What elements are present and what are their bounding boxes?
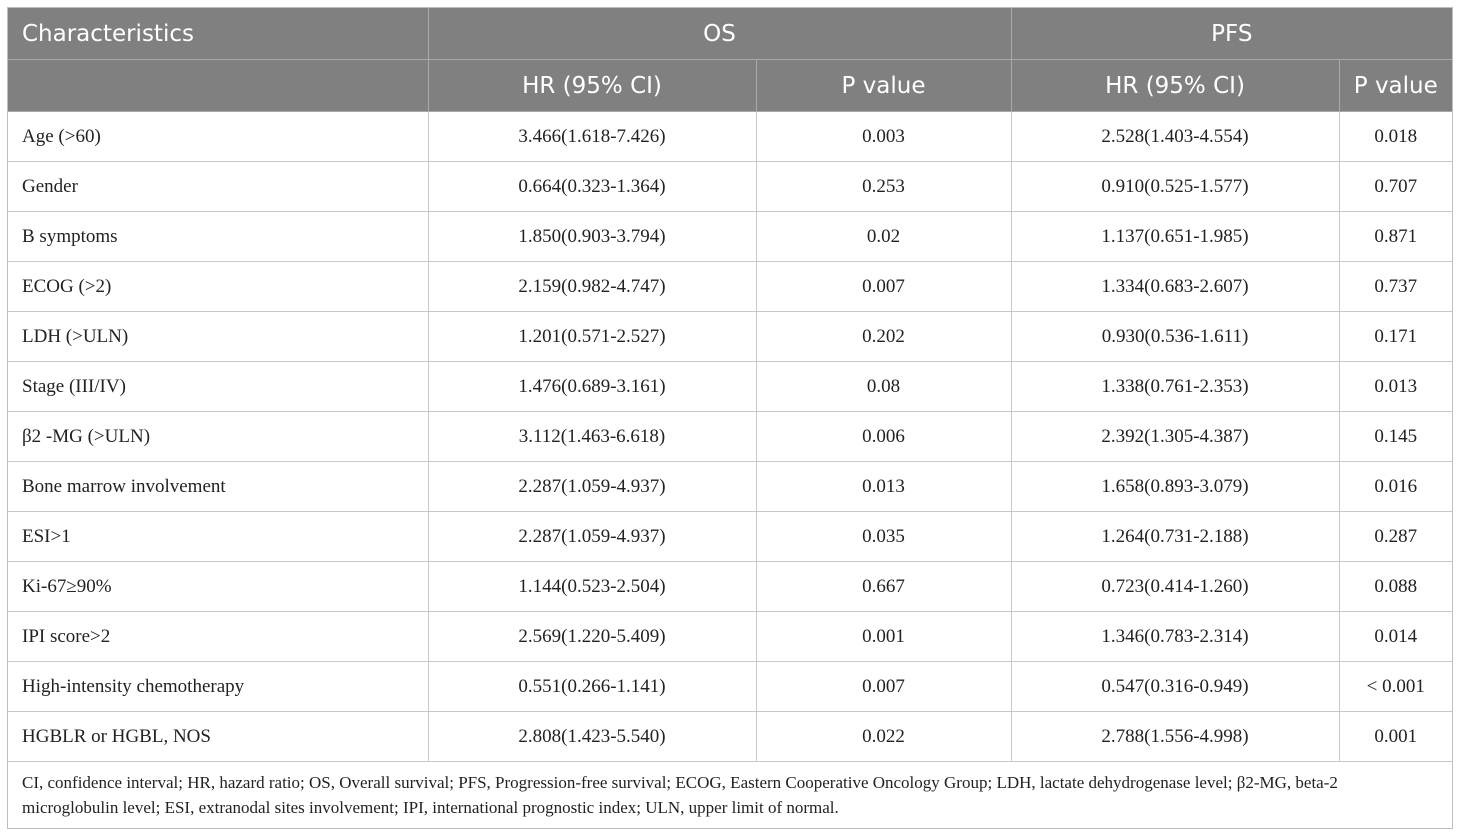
cell-pfs-p: 0.013 <box>1339 362 1452 412</box>
table-row <box>8 212 1452 262</box>
cell-pfs-p: 0.018 <box>1339 112 1452 162</box>
cell-characteristic: Gender <box>8 162 428 212</box>
cell-pfs-hr: 2.788(1.556-4.998) <box>1011 712 1339 762</box>
cell-os-p: 0.001 <box>756 612 1011 662</box>
cell-pfs-hr: 2.392(1.305-4.387) <box>1011 412 1339 462</box>
cell-pfs-p: 0.145 <box>1339 412 1452 462</box>
cell-os-p: 0.253 <box>756 162 1011 212</box>
cell-pfs-p: 0.287 <box>1339 512 1452 562</box>
table-header <box>8 8 1452 112</box>
cell-characteristic: B symptoms <box>8 212 428 262</box>
table-row <box>8 362 1452 412</box>
header-characteristics: Characteristics <box>8 8 428 60</box>
cell-pfs-p: < 0.001 <box>1339 662 1452 712</box>
header-pfs: PFS <box>1011 8 1452 60</box>
cell-pfs-p: 0.737 <box>1339 262 1452 312</box>
cell-os-hr: 3.112(1.463-6.618) <box>428 412 756 462</box>
table-row <box>8 562 1452 612</box>
cell-pfs-p: 0.707 <box>1339 162 1452 212</box>
cell-os-hr: 0.664(0.323-1.364) <box>428 162 756 212</box>
survival-table <box>8 8 1452 762</box>
cell-characteristic: Ki-67≥90% <box>8 562 428 612</box>
header-os-p: P value <box>756 60 1011 112</box>
table-row <box>8 112 1452 162</box>
header-pfs-hr: HR (95% CI) <box>1011 60 1339 112</box>
table-footnote: CI, confidence interval; HR, hazard ratio; OS, Overall survival; PFS, Progression-free survival; ECOG, Eastern Cooperative Oncology Group; LDH, lactate dehydrogenase level; β2-MG, beta-2 microglobulin level; ESI, extranodal sites involvement; IPI, international prognostic index; ULN, upper limit of normal. <box>22 773 1338 817</box>
cell-os-hr: 2.287(1.059-4.937) <box>428 512 756 562</box>
cell-os-hr: 0.551(0.266-1.141) <box>428 662 756 712</box>
cell-pfs-p: 0.016 <box>1339 462 1452 512</box>
cell-pfs-hr: 0.723(0.414-1.260) <box>1011 562 1339 612</box>
cell-os-p: 0.003 <box>756 112 1011 162</box>
cell-pfs-hr: 1.658(0.893-3.079) <box>1011 462 1339 512</box>
cell-os-hr: 2.159(0.982-4.747) <box>428 262 756 312</box>
cell-os-p: 0.022 <box>756 712 1011 762</box>
cell-characteristic: IPI score>2 <box>8 612 428 662</box>
cell-os-hr: 3.466(1.618-7.426) <box>428 112 756 162</box>
header-pfs-p: P value <box>1339 60 1452 112</box>
cell-characteristic: LDH (>ULN) <box>8 312 428 362</box>
cell-os-p: 0.013 <box>756 462 1011 512</box>
cell-pfs-hr: 1.137(0.651-1.985) <box>1011 212 1339 262</box>
cell-pfs-hr: 0.910(0.525-1.577) <box>1011 162 1339 212</box>
cell-os-hr: 2.569(1.220-5.409) <box>428 612 756 662</box>
header-empty-cell <box>8 60 428 112</box>
cell-pfs-hr: 0.547(0.316-0.949) <box>1011 662 1339 712</box>
cell-os-p: 0.007 <box>756 662 1011 712</box>
table-row <box>8 412 1452 462</box>
table-row <box>8 162 1452 212</box>
header-os: OS <box>428 8 1011 60</box>
cell-os-p: 0.02 <box>756 212 1011 262</box>
cell-pfs-p: 0.014 <box>1339 612 1452 662</box>
cell-pfs-hr: 1.334(0.683-2.607) <box>1011 262 1339 312</box>
table-row <box>8 262 1452 312</box>
cell-pfs-hr: 1.338(0.761-2.353) <box>1011 362 1339 412</box>
table-row <box>8 662 1452 712</box>
table-row <box>8 512 1452 562</box>
table-row <box>8 712 1452 762</box>
cell-os-hr: 2.287(1.059-4.937) <box>428 462 756 512</box>
cell-os-p: 0.007 <box>756 262 1011 312</box>
cell-characteristic: HGBLR or HGBL, NOS <box>8 712 428 762</box>
cell-os-hr: 2.808(1.423-5.540) <box>428 712 756 762</box>
cell-pfs-hr: 0.930(0.536-1.611) <box>1011 312 1339 362</box>
header-row-subcolumns <box>8 60 1452 112</box>
cell-os-p: 0.08 <box>756 362 1011 412</box>
cell-os-hr: 1.201(0.571-2.527) <box>428 312 756 362</box>
cell-os-p: 0.006 <box>756 412 1011 462</box>
cell-pfs-p: 0.088 <box>1339 562 1452 612</box>
table-row <box>8 612 1452 662</box>
cell-os-hr: 1.144(0.523-2.504) <box>428 562 756 612</box>
table-body <box>8 112 1452 762</box>
cell-os-hr: 1.850(0.903-3.794) <box>428 212 756 262</box>
cell-pfs-p: 0.001 <box>1339 712 1452 762</box>
cell-characteristic: ESI>1 <box>8 512 428 562</box>
header-row-groups <box>8 8 1452 60</box>
survival-table-container <box>7 7 1453 829</box>
cell-pfs-hr: 1.346(0.783-2.314) <box>1011 612 1339 662</box>
cell-characteristic: β2 -MG (>ULN) <box>8 412 428 462</box>
cell-os-p: 0.035 <box>756 512 1011 562</box>
cell-os-p: 0.667 <box>756 562 1011 612</box>
cell-characteristic: High-intensity chemotherapy <box>8 662 428 712</box>
table-row <box>8 312 1452 362</box>
cell-characteristic: Bone marrow involvement <box>8 462 428 512</box>
cell-os-p: 0.202 <box>756 312 1011 362</box>
cell-pfs-p: 0.171 <box>1339 312 1452 362</box>
cell-pfs-p: 0.871 <box>1339 212 1452 262</box>
header-os-hr: HR (95% CI) <box>428 60 756 112</box>
cell-characteristic: Stage (III/IV) <box>8 362 428 412</box>
cell-pfs-hr: 2.528(1.403-4.554) <box>1011 112 1339 162</box>
cell-pfs-hr: 1.264(0.731-2.188) <box>1011 512 1339 562</box>
table-row <box>8 462 1452 512</box>
cell-os-hr: 1.476(0.689-3.161) <box>428 362 756 412</box>
cell-characteristic: Age (>60) <box>8 112 428 162</box>
cell-characteristic: ECOG (>2) <box>8 262 428 312</box>
